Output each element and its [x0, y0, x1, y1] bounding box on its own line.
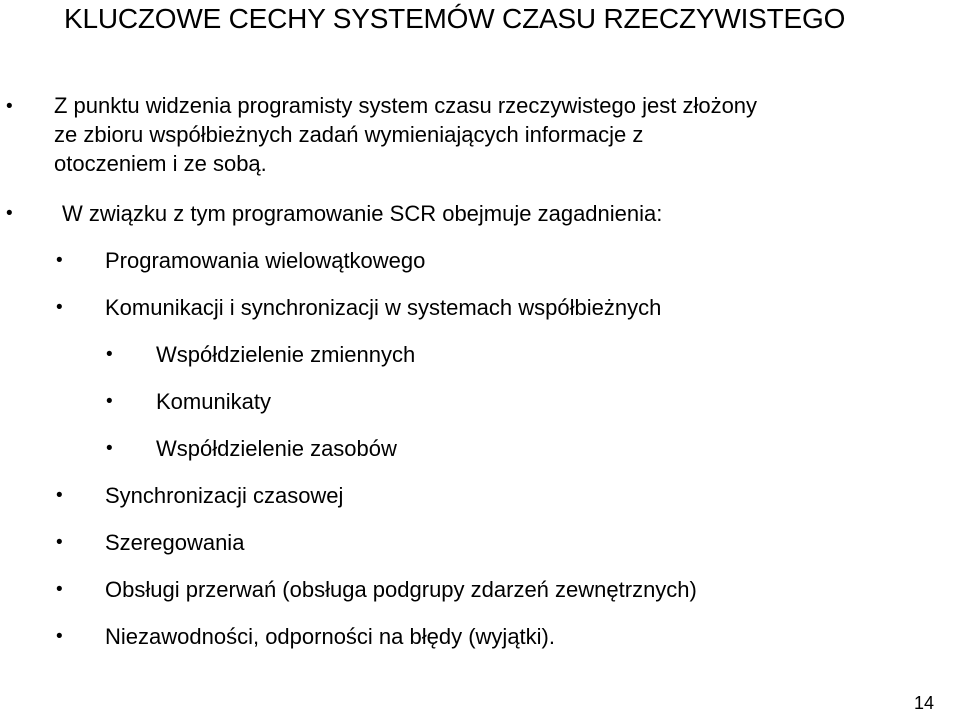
subtopic-3: Współdzielenie zasobów — [156, 436, 397, 461]
slide-title: KLUCZOWE CECHY SYSTEMÓW CZASU RZECZYWISTEGO — [64, 3, 846, 34]
subtopic-bullet-3: • — [106, 438, 113, 459]
page-number: 14 — [913, 693, 934, 713]
topic-4: Szeregowania — [105, 530, 245, 555]
topic-bullet-5: • — [56, 579, 63, 600]
topic-6: Niezawodności, odporności na błędy (wyjątki). — [105, 624, 555, 649]
subtopic-1: Współdzielenie zmiennych — [156, 342, 416, 367]
topic-bullet-1: • — [56, 250, 63, 271]
topic-bullet-6: • — [56, 626, 63, 647]
topic-bullet-2: • — [56, 297, 63, 318]
intro-line-3: otoczeniem i ze sobą. — [54, 151, 267, 176]
intro-line-2: ze zbioru współbieżnych zadań wymieniających informacje z — [54, 122, 644, 147]
bullet-1: • — [6, 96, 13, 117]
intro-line-1: Z punktu widzenia programisty system czasu rzeczywistego jest złożony — [54, 93, 758, 118]
topic-bullet-4: • — [56, 532, 63, 553]
topic-bullet-3: • — [56, 485, 63, 506]
topic-1: Programowania wielowątkowego — [105, 248, 426, 273]
second-point: W związku z tym programowanie SCR obejmuje zagadnienia: — [62, 201, 663, 226]
bullet-2: • — [6, 203, 13, 224]
topic-5: Obsługi przerwań (obsługa podgrupy zdarzeń zewnętrznych) — [105, 577, 697, 602]
subtopic-2: Komunikaty — [156, 389, 271, 414]
subtopic-bullet-1: • — [106, 344, 113, 365]
topic-2: Komunikacji i synchronizacji w systemach współbieżnych — [105, 295, 662, 320]
topic-3: Synchronizacji czasowej — [105, 483, 344, 508]
subtopic-bullet-2: • — [106, 391, 113, 412]
intro-paragraph — [54, 91, 954, 178]
